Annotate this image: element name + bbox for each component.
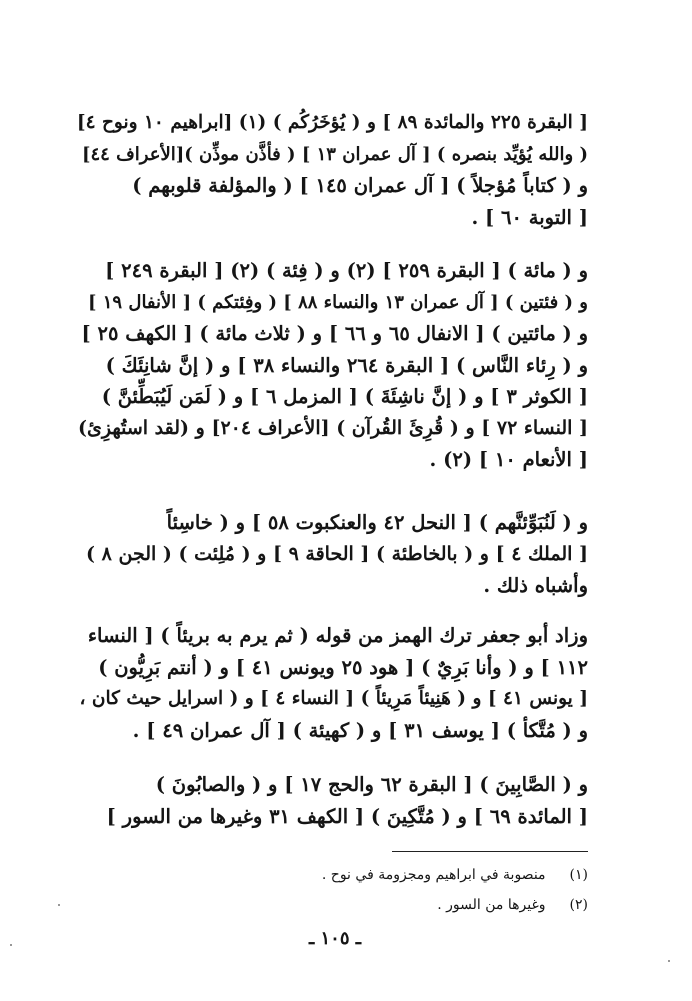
footnote-1 bbox=[200, 860, 588, 890]
text-line: [ الأنعام ١٠ ] (٢) . bbox=[429, 448, 588, 471]
text-line: و ( مائتين ) [ الانفال ٦٥ و ٦٦ ] و ( ثلاث مائة ) [ الكهف ٢٥ ] bbox=[81, 322, 588, 345]
text-line: و ( لَنُبَوِّئنَّهم ) [ النحل ٤٢ والعنكبوت ٥٨ ] و ( خاسِئاً bbox=[166, 511, 588, 534]
footnote-divider bbox=[392, 851, 588, 852]
text-line: [ يونس ٤١ ] و ( هَنِيئاً مَرِيئاً ) [ النساء ٤ ] و ( اسرايل حيث كان ، bbox=[79, 688, 588, 709]
paragraph-5 bbox=[78, 769, 588, 832]
footnote-text: وغيرها من السور . bbox=[437, 897, 546, 913]
scan-speck bbox=[10, 944, 12, 946]
text-line: [ الكوثر ٣ ] و ( إنَّ ناشِئَةَ ) [ المزمل ٦ ] و ( لَمَن لَيُبَطِّئنَّ ) bbox=[101, 385, 588, 408]
text-line: و ( فئتين ) [ آل عمران ١٣ والنساء ٨٨ ] ( وفِئتكم ) [ الأنفال ١٩ ] bbox=[87, 291, 588, 313]
footnote-number: (١) bbox=[569, 867, 588, 883]
footnotes bbox=[200, 860, 588, 920]
page-number: ـ ١٠٥ ـ bbox=[308, 928, 362, 949]
text-line: [ المائدة ٦٩ ] و ( مُتَّكِينَ ) [ الكهف ٣١ وغيرها من السور ] bbox=[106, 804, 588, 828]
paragraph-1 bbox=[78, 107, 588, 233]
text-line: [ النساء ٧٢ ] و ( قُرِئَ القُرآن ) [الأعراف ٢٠٤] و (لقد استُهزِئ) bbox=[78, 416, 588, 439]
text-line: و ( رِئاء النَّاس ) [ البقرة ٢٦٤ والنساء ٣٨ ] و ( إنَّ شانِئَكَ ) bbox=[105, 353, 588, 377]
paragraph-4 bbox=[78, 620, 588, 746]
text-line: و ( مُتَّكأ ) [ يوسف ٣١ ] و ( كهيئة ) [ آل عمران ٤٩ ] . bbox=[132, 718, 588, 742]
footnote-2 bbox=[200, 890, 588, 920]
text-line: [ التوبة ٦٠ ] . bbox=[471, 205, 588, 229]
text-line: و ( مائة ) [ البقرة ٢٥٩ ] (٢) و ( فِئة ) (٢) [ البقرة ٢٤٩ ] bbox=[105, 259, 588, 282]
text-line: وأشباه ذلك . bbox=[483, 574, 588, 597]
text-line: [ البقرة ٢٢٥ والمائدة ٨٩ ] و ( يُؤخَرُكُم ) (١) [ابراهيم ١٠ ونوح ٤] bbox=[76, 112, 588, 133]
text-line: و ( كتاباً مُؤجلاً ) [ آل عمران ١٤٥ ] ( والمؤلفة قلوبهم ) bbox=[132, 174, 588, 197]
paragraph-2 bbox=[78, 255, 588, 476]
text-line: وزاد أبو جعفر ترك الهمز من قوله ( ثم يرم به بريئاً ) [ النساء bbox=[87, 624, 588, 647]
scan-speck bbox=[668, 960, 670, 962]
text-line: ١١٢ ] و ( وأنا بَرِيٌ ) [ هود ٢٥ ويونس ٤١ ] و ( أنتم بَرِيُّون ) bbox=[98, 655, 588, 679]
scan-speck bbox=[58, 904, 60, 906]
footnote-text: منصوبة في ابراهيم ومجزومة في نوح . bbox=[321, 867, 546, 883]
text-line: و ( الصَّابِينَ ) [ البقرة ٦٢ والحج ١٧ ] و ( والصابُونَ ) bbox=[155, 773, 588, 796]
text-line: [ الملك ٤ ] و ( بالخاطئة ) [ الحاقة ٩ ] و ( مُلِئت ) ( الجن ٨ ) bbox=[86, 542, 588, 565]
paragraph-3 bbox=[78, 507, 588, 602]
text-line: ( والله يُؤيِّد بنصره ) [ آل عمران ١٣ ] ( فأذَّن موذِّن )[الأعراف ٤٤] bbox=[81, 143, 588, 165]
footnote-number: (٢) bbox=[569, 897, 588, 913]
